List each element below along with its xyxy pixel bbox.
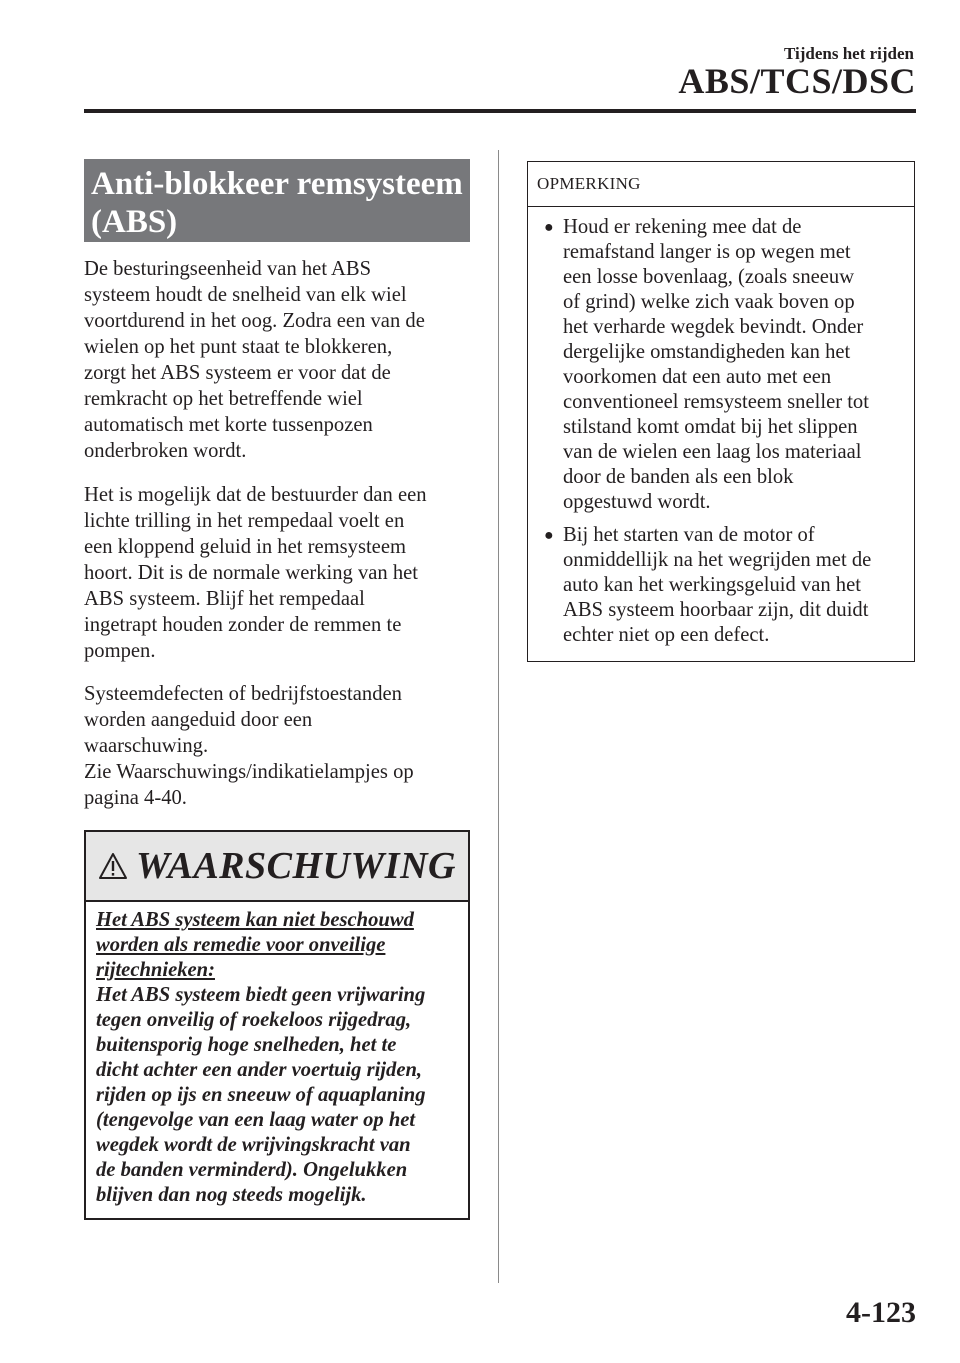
text-line: conventioneel remsysteem sneller tot (563, 391, 869, 413)
bullet-icon: ● (544, 527, 554, 544)
text-line: automatisch met korte tussenpozen (84, 414, 373, 436)
text-line: De besturingseenheid van het ABS (84, 258, 372, 280)
column-divider (498, 150, 499, 1283)
text-line: zorgt het ABS systeem er voor dat de (84, 362, 391, 384)
text-line: voorkomen dat een auto met een (563, 366, 832, 388)
text-line: lichte trilling in het rempedaal voelt en (84, 510, 405, 532)
warning-title: WAARSCHUWING (136, 845, 456, 887)
text-line: pagina 4-40. (84, 787, 187, 809)
note-title: OPMERKING (528, 162, 914, 207)
text-line: remafstand langer is op wegen met (563, 241, 851, 263)
text-line: Zie Waarschuwings/indikatielampjes op (84, 761, 414, 783)
note-list (528, 215, 912, 656)
text-line: echter niet op een defect. (563, 624, 770, 646)
warning-body (96, 908, 460, 1208)
chapter-title: Tijdens het rijden (783, 44, 914, 63)
note-box (527, 161, 915, 662)
heading-line: Anti-blokkeer remsysteem (91, 166, 463, 202)
warning-text-line: (tengevolge van een laag water op het (96, 1109, 416, 1131)
warning-text-line: de banden verminderd). Ongelukken (96, 1159, 408, 1181)
text-line: pompen. (84, 640, 156, 662)
text-line: het verharde wegdek bevindt. Onder (563, 316, 864, 338)
text-line: onmiddellijk na het wegrijden met de (563, 549, 872, 571)
text-line: Het is mogelijk dat de bestuurder dan een (84, 484, 427, 506)
text-line: Bij het starten van de motor of (563, 524, 815, 546)
text-line: Houd er rekening mee dat de (563, 216, 802, 238)
heading-line: (ABS) (91, 204, 178, 240)
text-line: door de banden als een blok (563, 466, 794, 488)
warning-box (84, 830, 470, 1220)
page-number: 4-123 (846, 1296, 916, 1329)
text-line: systeem houdt de snelheid van elk wiel (84, 284, 407, 306)
bullet-icon: ● (544, 219, 554, 236)
warning-triangle-icon (98, 852, 128, 880)
warning-heading-line: worden als remedie voor onveilige (96, 934, 386, 956)
text-line: een kloppend geluid in het remsysteem (84, 536, 406, 558)
text-line: onderbroken wordt. (84, 440, 247, 462)
text-line: dergelijke omstandigheden kan het (563, 341, 851, 363)
warning-header (86, 832, 468, 902)
text-line: hoort. Dit is de normale werking van het (84, 562, 418, 584)
text-line: opgestuwd wordt. (563, 491, 711, 513)
warning-heading-line: rijtechnieken: (96, 959, 215, 981)
text-line: waarschuwing. (84, 735, 209, 757)
text-line: remkracht op het betreffende wiel (84, 388, 363, 410)
text-line: van de wielen een laag los materiaal (563, 441, 862, 463)
text-line: voortdurend in het oog. Zodra een van de (84, 310, 425, 332)
warning-text-line: buitensporig hoge snelheden, het te (96, 1034, 397, 1056)
paragraph-abs-description (84, 256, 476, 464)
text-line: auto kan het werkingsgeluid van het (563, 574, 861, 596)
list-item (528, 215, 912, 515)
paragraph-system-defects (84, 681, 476, 811)
header-rule (84, 109, 916, 113)
section-title: ABS/TCS/DSC (678, 61, 916, 101)
text-line: worden aangeduid door een (84, 709, 313, 731)
warning-text-line: blijven dan nog steeds mogelijk. (96, 1184, 367, 1206)
text-line: Systeemdefecten of bedrijfstoestanden (84, 683, 402, 705)
text-line: een losse bovenlaag, (zoals sneeuw (563, 266, 855, 288)
warning-text-line: tegen onveilig of roekeloos rijgedrag, (96, 1009, 412, 1031)
text-line: stilstand komt omdat bij het slippen (563, 416, 858, 438)
text-line: ABS systeem hoorbaar zijn, dit duidt (563, 599, 869, 621)
abs-section-heading (84, 159, 470, 242)
warning-text-line: Het ABS systeem biedt geen vrijwaring (96, 984, 426, 1006)
list-item (528, 523, 912, 648)
warning-text-line: rijden op ijs en sneeuw of aquaplaning (96, 1084, 426, 1106)
warning-text-line: dicht achter een ander voertuig rijden, (96, 1059, 423, 1081)
paragraph-pedal-vibration (84, 482, 476, 664)
warning-text-line: wegdek wordt de wrijvingskracht van (96, 1134, 411, 1156)
text-line: of grind) welke zich vaak boven op (563, 291, 855, 313)
text-line: ABS systeem. Blijf het rempedaal (84, 588, 365, 610)
text-line: ingetrapt houden zonder de remmen te (84, 614, 402, 636)
text-line: wielen op het punt staat te blokkeren, (84, 336, 393, 358)
warning-heading-line: Het ABS systeem kan niet beschouwd (96, 909, 414, 931)
